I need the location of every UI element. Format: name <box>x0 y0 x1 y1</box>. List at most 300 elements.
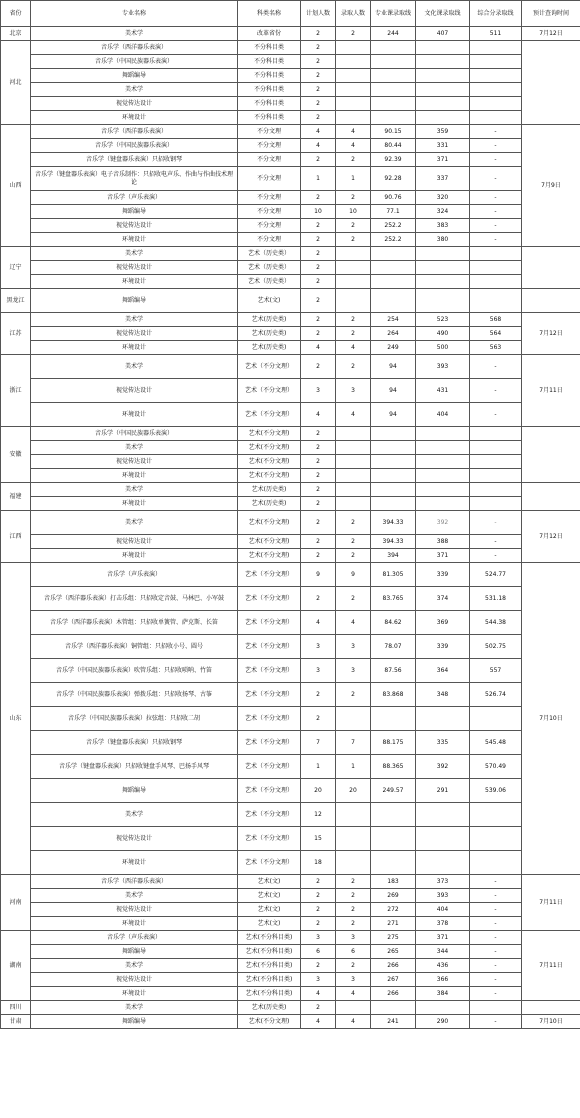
admit-count-cell: 2 <box>336 27 371 41</box>
plan-count-cell: 4 <box>301 403 336 427</box>
header-admit-count: 录取人数 <box>336 1 371 27</box>
province-cell: 福建 <box>1 483 31 511</box>
composite-score-cell: - <box>470 875 522 889</box>
plan-count-cell: 4 <box>301 1015 336 1029</box>
admit-count-cell: 4 <box>336 139 371 153</box>
professional-score-cell <box>371 469 416 483</box>
table-row <box>1 41 580 55</box>
composite-score-cell: - <box>470 511 522 535</box>
major-name-cell: 环境设计 <box>31 111 238 125</box>
plan-count-cell: 4 <box>301 987 336 1001</box>
admit-count-cell <box>336 55 371 69</box>
culture-score-cell: 369 <box>416 611 470 635</box>
plan-count-cell: 7 <box>301 731 336 755</box>
admit-count-cell: 2 <box>336 917 371 931</box>
province-cell: 山东 <box>1 563 31 875</box>
table-row <box>1 1001 580 1015</box>
culture-score-cell: 378 <box>416 917 470 931</box>
professional-score-cell <box>371 455 416 469</box>
admit-count-cell: 2 <box>336 233 371 247</box>
professional-score-cell: 94 <box>371 403 416 427</box>
plan-count-cell: 3 <box>301 931 336 945</box>
header-professional-score: 专业课录取线 <box>371 1 416 27</box>
category-cell: 不分文理 <box>238 191 301 205</box>
query-date-cell <box>522 427 580 483</box>
professional-score-cell: 83.868 <box>371 683 416 707</box>
query-date-cell: 7月12日 <box>522 511 580 563</box>
category-cell: 艺术(不分文理) <box>238 469 301 483</box>
admit-count-cell: 7 <box>336 731 371 755</box>
professional-score-cell <box>371 441 416 455</box>
admit-count-cell: 2 <box>336 549 371 563</box>
culture-score-cell <box>416 497 470 511</box>
composite-score-cell: 563 <box>470 341 522 355</box>
composite-score-cell: 568 <box>470 313 522 327</box>
professional-score-cell: 244 <box>371 27 416 41</box>
professional-score-cell: 254 <box>371 313 416 327</box>
composite-score-cell: 511 <box>470 27 522 41</box>
table-row <box>1 441 580 455</box>
category-cell: 艺术(不分科目类) <box>238 973 301 987</box>
culture-score-cell <box>416 707 470 731</box>
plan-count-cell: 1 <box>301 167 336 191</box>
admit-count-cell <box>336 83 371 97</box>
category-cell: 不分文理 <box>238 153 301 167</box>
admit-count-cell: 4 <box>336 125 371 139</box>
composite-score-cell: - <box>470 355 522 379</box>
major-name-cell: 舞蹈编导 <box>31 1015 238 1029</box>
header-composite-score: 综合分录取线 <box>470 1 522 27</box>
table-row <box>1 111 580 125</box>
professional-score-cell <box>371 289 416 313</box>
plan-count-cell: 2 <box>301 549 336 563</box>
culture-score-cell <box>416 97 470 111</box>
major-name-cell: 视觉传达设计 <box>31 535 238 549</box>
table-row <box>1 851 580 875</box>
table-row <box>1 683 580 707</box>
plan-count-cell: 1 <box>301 755 336 779</box>
culture-score-cell: 337 <box>416 167 470 191</box>
plan-count-cell: 2 <box>301 535 336 549</box>
major-name-cell: 音乐学（中国民族器乐表演）拉弦组：只招收二胡 <box>31 707 238 731</box>
category-cell: 不分科目类 <box>238 69 301 83</box>
culture-score-cell: 384 <box>416 987 470 1001</box>
admit-count-cell: 4 <box>336 403 371 427</box>
plan-count-cell: 2 <box>301 219 336 233</box>
culture-score-cell <box>416 247 470 261</box>
culture-score-cell <box>416 483 470 497</box>
culture-score-cell: 371 <box>416 549 470 563</box>
professional-score-cell: 264 <box>371 327 416 341</box>
professional-score-cell: 92.39 <box>371 153 416 167</box>
plan-count-cell: 2 <box>301 153 336 167</box>
professional-score-cell <box>371 41 416 55</box>
composite-score-cell: - <box>470 125 522 139</box>
province-cell: 浙江 <box>1 355 31 427</box>
query-date-cell: 7月9日 <box>522 125 580 247</box>
table-row <box>1 355 580 379</box>
table-row <box>1 97 580 111</box>
category-cell: 艺术（不分文理） <box>238 755 301 779</box>
province-cell: 江西 <box>1 511 31 563</box>
professional-score-cell: 241 <box>371 1015 416 1029</box>
category-cell: 艺术(不分文理) <box>238 427 301 441</box>
query-date-cell: 7月12日 <box>522 27 580 41</box>
header-plan-count: 计划人数 <box>301 1 336 27</box>
composite-score-cell: - <box>470 167 522 191</box>
culture-score-cell: 331 <box>416 139 470 153</box>
category-cell: 艺术（不分文理） <box>238 731 301 755</box>
category-cell: 不分文理 <box>238 139 301 153</box>
plan-count-cell: 2 <box>301 427 336 441</box>
professional-score-cell: 80.44 <box>371 139 416 153</box>
admit-count-cell <box>336 247 371 261</box>
category-cell: 艺术(历史类) <box>238 313 301 327</box>
major-name-cell: 音乐学（声乐表演） <box>31 931 238 945</box>
plan-count-cell: 2 <box>301 1001 336 1015</box>
category-cell: 艺术(不分科目类) <box>238 959 301 973</box>
admit-count-cell: 2 <box>336 327 371 341</box>
major-name-cell: 音乐学（声乐表演） <box>31 191 238 205</box>
professional-score-cell <box>371 803 416 827</box>
major-name-cell: 视觉传达设计 <box>31 261 238 275</box>
admit-count-cell: 2 <box>336 219 371 233</box>
plan-count-cell: 2 <box>301 97 336 111</box>
table-row <box>1 511 580 535</box>
composite-score-cell <box>470 111 522 125</box>
composite-score-cell <box>470 497 522 511</box>
admit-count-cell <box>336 497 371 511</box>
culture-score-cell: 339 <box>416 563 470 587</box>
admit-count-cell: 1 <box>336 167 371 191</box>
composite-score-cell: - <box>470 1015 522 1029</box>
province-cell: 辽宁 <box>1 247 31 289</box>
plan-count-cell: 6 <box>301 945 336 959</box>
plan-count-cell: 3 <box>301 635 336 659</box>
plan-count-cell: 2 <box>301 327 336 341</box>
major-name-cell: 音乐学（键盘器乐表演）电子音乐制作：只招收电声乐、作曲与作曲技术理论 <box>31 167 238 191</box>
professional-score-cell: 252.2 <box>371 233 416 247</box>
culture-score-cell: 393 <box>416 355 470 379</box>
major-name-cell: 音乐学（声乐表演） <box>31 563 238 587</box>
professional-score-cell <box>371 97 416 111</box>
admit-count-cell <box>336 827 371 851</box>
professional-score-cell <box>371 69 416 83</box>
culture-score-cell: 348 <box>416 683 470 707</box>
category-cell: 艺术(历史类) <box>238 327 301 341</box>
professional-score-cell <box>371 707 416 731</box>
plan-count-cell: 3 <box>301 973 336 987</box>
composite-score-cell: - <box>470 205 522 219</box>
culture-score-cell <box>416 83 470 97</box>
plan-count-cell: 20 <box>301 779 336 803</box>
major-name-cell: 视觉传达设计 <box>31 827 238 851</box>
table-row <box>1 635 580 659</box>
table-row <box>1 563 580 587</box>
category-cell: 不分科目类 <box>238 97 301 111</box>
culture-score-cell <box>416 275 470 289</box>
culture-score-cell: 523 <box>416 313 470 327</box>
major-name-cell: 舞蹈编导 <box>31 779 238 803</box>
major-name-cell: 环境设计 <box>31 233 238 247</box>
culture-score-cell: 374 <box>416 587 470 611</box>
major-name-cell: 环境设计 <box>31 497 238 511</box>
table-row <box>1 455 580 469</box>
table-row <box>1 69 580 83</box>
culture-score-cell: 344 <box>416 945 470 959</box>
plan-count-cell: 2 <box>301 27 336 41</box>
table-row <box>1 341 580 355</box>
table-row <box>1 219 580 233</box>
table-row <box>1 973 580 987</box>
category-cell: 艺术（不分文理） <box>238 827 301 851</box>
table-row <box>1 153 580 167</box>
plan-count-cell: 2 <box>301 917 336 931</box>
major-name-cell: 音乐学（中国民族器乐表演）弹拨乐组：只招收扬琴、古筝 <box>31 683 238 707</box>
plan-count-cell: 2 <box>301 875 336 889</box>
composite-score-cell <box>470 483 522 497</box>
composite-score-cell: - <box>470 931 522 945</box>
major-name-cell: 视觉传达设计 <box>31 903 238 917</box>
major-name-cell: 美术学 <box>31 959 238 973</box>
admit-count-cell: 2 <box>336 313 371 327</box>
plan-count-cell: 2 <box>301 355 336 379</box>
major-name-cell: 美术学 <box>31 27 238 41</box>
province-cell: 四川 <box>1 1001 31 1015</box>
plan-count-cell: 2 <box>301 441 336 455</box>
professional-score-cell <box>371 483 416 497</box>
composite-score-cell: 531.18 <box>470 587 522 611</box>
culture-score-cell <box>416 427 470 441</box>
culture-score-cell: 339 <box>416 635 470 659</box>
table-row <box>1 903 580 917</box>
category-cell: 艺术（不分文理） <box>238 403 301 427</box>
category-cell: 艺术(文) <box>238 903 301 917</box>
admit-count-cell: 3 <box>336 659 371 683</box>
plan-count-cell: 2 <box>301 247 336 261</box>
category-cell: 艺术（不分文理） <box>238 635 301 659</box>
province-cell: 安徽 <box>1 427 31 483</box>
composite-score-cell: - <box>470 219 522 233</box>
category-cell: 艺术(不分文理) <box>238 549 301 563</box>
culture-score-cell: 335 <box>416 731 470 755</box>
composite-score-cell: - <box>470 153 522 167</box>
professional-score-cell <box>371 497 416 511</box>
table-row <box>1 535 580 549</box>
category-cell: 艺术（不分文理） <box>238 379 301 403</box>
admit-count-cell <box>336 851 371 875</box>
culture-score-cell: 359 <box>416 125 470 139</box>
composite-score-cell: 526.74 <box>470 683 522 707</box>
major-name-cell: 环境设计 <box>31 403 238 427</box>
table-row <box>1 931 580 945</box>
composite-score-cell: 564 <box>470 327 522 341</box>
professional-score-cell: 271 <box>371 917 416 931</box>
culture-score-cell: 407 <box>416 27 470 41</box>
admit-count-cell: 1 <box>336 755 371 779</box>
table-row <box>1 497 580 511</box>
table-row <box>1 261 580 275</box>
admit-count-cell <box>336 427 371 441</box>
admit-count-cell: 2 <box>336 903 371 917</box>
table-row <box>1 945 580 959</box>
major-name-cell: 视觉传达设计 <box>31 455 238 469</box>
admit-count-cell: 4 <box>336 987 371 1001</box>
category-cell: 艺术（不分文理） <box>238 587 301 611</box>
admit-count-cell: 10 <box>336 205 371 219</box>
composite-score-cell <box>470 707 522 731</box>
plan-count-cell: 2 <box>301 483 336 497</box>
culture-score-cell <box>416 69 470 83</box>
province-cell: 北京 <box>1 27 31 41</box>
composite-score-cell: 545.48 <box>470 731 522 755</box>
admit-count-cell <box>336 97 371 111</box>
plan-count-cell: 2 <box>301 469 336 483</box>
table-row <box>1 779 580 803</box>
table-row <box>1 247 580 261</box>
category-cell: 艺术(不分文理) <box>238 1015 301 1029</box>
major-name-cell: 音乐学（键盘器乐表演）只招收钢琴 <box>31 153 238 167</box>
major-name-cell: 环境设计 <box>31 469 238 483</box>
admit-count-cell: 9 <box>336 563 371 587</box>
professional-score-cell <box>371 261 416 275</box>
culture-score-cell: 291 <box>416 779 470 803</box>
culture-score-cell: 392 <box>416 511 470 535</box>
admit-count-cell <box>336 707 371 731</box>
culture-score-cell: 371 <box>416 931 470 945</box>
culture-score-cell: 364 <box>416 659 470 683</box>
admit-count-cell <box>336 275 371 289</box>
professional-score-cell: 90.76 <box>371 191 416 205</box>
major-name-cell: 环境设计 <box>31 851 238 875</box>
culture-score-cell <box>416 111 470 125</box>
culture-score-cell: 431 <box>416 379 470 403</box>
culture-score-cell: 373 <box>416 875 470 889</box>
composite-score-cell: - <box>470 945 522 959</box>
admit-count-cell: 3 <box>336 931 371 945</box>
province-cell: 河南 <box>1 875 31 931</box>
category-cell: 艺术(历史类) <box>238 341 301 355</box>
category-cell: 艺术（历史类） <box>238 247 301 261</box>
professional-score-cell <box>371 275 416 289</box>
plan-count-cell: 18 <box>301 851 336 875</box>
plan-count-cell: 2 <box>301 903 336 917</box>
professional-score-cell: 81.305 <box>371 563 416 587</box>
admit-count-cell <box>336 69 371 83</box>
major-name-cell: 音乐学（西洋器乐表演） <box>31 41 238 55</box>
admit-count-cell <box>336 441 371 455</box>
category-cell: 艺术(不分科目类) <box>238 987 301 1001</box>
plan-count-cell: 4 <box>301 611 336 635</box>
table-row <box>1 83 580 97</box>
admit-count-cell: 2 <box>336 889 371 903</box>
plan-count-cell: 12 <box>301 803 336 827</box>
admit-count-cell <box>336 469 371 483</box>
table-row <box>1 611 580 635</box>
professional-score-cell <box>371 1001 416 1015</box>
admit-count-cell: 2 <box>336 191 371 205</box>
professional-score-cell: 78.07 <box>371 635 416 659</box>
category-cell: 艺术(不分文理) <box>238 441 301 455</box>
major-name-cell: 音乐学（西洋器乐表演） <box>31 125 238 139</box>
major-name-cell: 美术学 <box>31 803 238 827</box>
table-row <box>1 917 580 931</box>
table-row <box>1 731 580 755</box>
major-name-cell: 美术学 <box>31 355 238 379</box>
query-date-cell: 7月11日 <box>522 875 580 931</box>
table-row <box>1 755 580 779</box>
plan-count-cell: 10 <box>301 205 336 219</box>
composite-score-cell <box>470 41 522 55</box>
plan-count-cell: 2 <box>301 191 336 205</box>
culture-score-cell <box>416 1001 470 1015</box>
category-cell: 改革省份 <box>238 27 301 41</box>
table-row <box>1 327 580 341</box>
composite-score-cell: 502.75 <box>470 635 522 659</box>
professional-score-cell: 88.365 <box>371 755 416 779</box>
composite-score-cell: - <box>470 403 522 427</box>
table-row <box>1 379 580 403</box>
professional-score-cell: 252.2 <box>371 219 416 233</box>
province-cell: 江苏 <box>1 313 31 355</box>
composite-score-cell: - <box>470 535 522 549</box>
plan-count-cell: 2 <box>301 455 336 469</box>
category-cell: 艺术(历史类) <box>238 497 301 511</box>
major-name-cell: 环境设计 <box>31 987 238 1001</box>
professional-score-cell: 87.56 <box>371 659 416 683</box>
category-cell: 艺术(不分文理) <box>238 455 301 469</box>
table-row <box>1 167 580 191</box>
composite-score-cell <box>470 261 522 275</box>
professional-score-cell: 249.57 <box>371 779 416 803</box>
table-row <box>1 275 580 289</box>
category-cell: 艺术（历史类） <box>238 261 301 275</box>
composite-score-cell <box>470 441 522 455</box>
major-name-cell: 视觉传达设计 <box>31 219 238 233</box>
plan-count-cell: 2 <box>301 289 336 313</box>
query-date-cell: 7月10日 <box>522 563 580 875</box>
culture-score-cell: 500 <box>416 341 470 355</box>
category-cell: 不分科目类 <box>238 111 301 125</box>
query-date-cell: 7月11日 <box>522 931 580 1001</box>
plan-count-cell: 2 <box>301 233 336 247</box>
major-name-cell: 音乐学（键盘器乐表演）只招收钢琴 <box>31 731 238 755</box>
plan-count-cell: 2 <box>301 683 336 707</box>
admit-count-cell: 4 <box>336 611 371 635</box>
major-name-cell: 美术学 <box>31 511 238 535</box>
province-cell: 湖南 <box>1 931 31 1001</box>
plan-count-cell: 4 <box>301 125 336 139</box>
category-cell: 艺术（不分文理） <box>238 355 301 379</box>
category-cell: 艺术(历史类) <box>238 1001 301 1015</box>
composite-score-cell <box>470 69 522 83</box>
admit-count-cell: 2 <box>336 875 371 889</box>
professional-score-cell: 394.33 <box>371 511 416 535</box>
table-row <box>1 1015 580 1029</box>
composite-score-cell: - <box>470 889 522 903</box>
plan-count-cell: 2 <box>301 83 336 97</box>
category-cell: 艺术(文) <box>238 289 301 313</box>
admit-count-cell: 2 <box>336 959 371 973</box>
major-name-cell: 美术学 <box>31 313 238 327</box>
category-cell: 艺术(不分文理) <box>238 511 301 535</box>
composite-score-cell: - <box>470 191 522 205</box>
admit-count-cell: 2 <box>336 535 371 549</box>
professional-score-cell: 394 <box>371 549 416 563</box>
table-row <box>1 889 580 903</box>
composite-score-cell <box>470 427 522 441</box>
table-row <box>1 803 580 827</box>
